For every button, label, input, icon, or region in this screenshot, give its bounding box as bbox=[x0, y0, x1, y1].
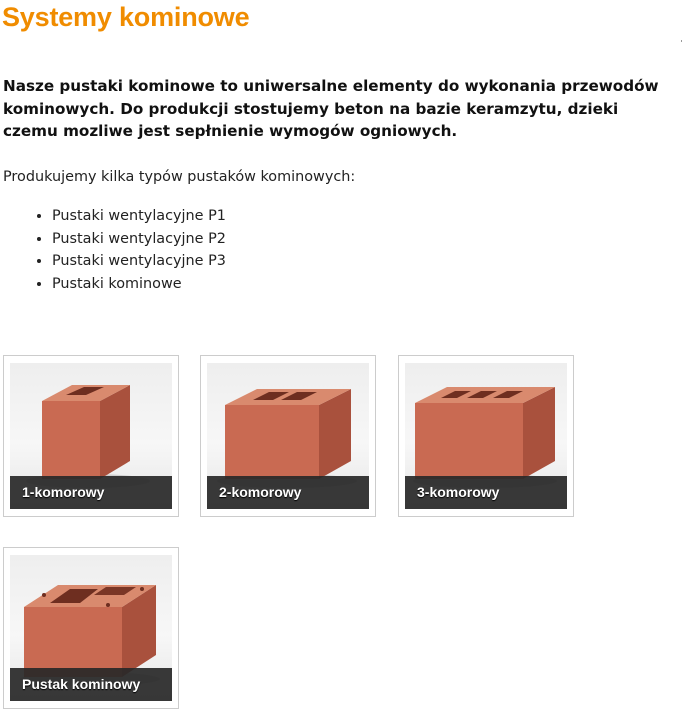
types-lead-text: Produkujemy kilka typów pustaków kominowych: bbox=[3, 169, 356, 185]
three-chamber-block-image bbox=[405, 363, 567, 509]
corner-mark bbox=[681, 40, 682, 42]
list-item: • Pustaki wentylacyjne P2 bbox=[52, 228, 226, 251]
two-chamber-block-image bbox=[207, 363, 369, 509]
one-chamber-block-image bbox=[10, 363, 172, 509]
intro-paragraph: Nasze pustaki kominowe to uniwersalne elementy do wykonania przewodów kominowych. Do produkcji stostujemy beton na bazie keramzytu, dzieki czemu mozliwe jest sepłnienie wymogów ogniowych. bbox=[3, 77, 659, 140]
chimney-block-image bbox=[10, 555, 172, 701]
list-item: • Pustaki wentylacyjne P3 bbox=[52, 250, 226, 273]
list-item: • Pustaki kominowe bbox=[52, 273, 226, 296]
types-list bbox=[20, 205, 226, 295]
product-thumb-pustak-kominowy[interactable] bbox=[3, 547, 179, 709]
product-thumb-3-komorowy[interactable] bbox=[398, 355, 574, 517]
product-caption: 2-komorowy bbox=[207, 476, 369, 509]
product-thumb-1-komorowy[interactable] bbox=[3, 355, 179, 517]
product-caption: 3-komorowy bbox=[405, 476, 567, 509]
product-caption: Pustak kominowy bbox=[10, 668, 172, 701]
list-item: • Pustaki wentylacyjne P1 bbox=[52, 205, 226, 228]
product-thumb-2-komorowy[interactable] bbox=[200, 355, 376, 517]
product-caption: 1-komorowy bbox=[10, 476, 172, 509]
page-title: Systemy kominowe bbox=[2, 2, 250, 32]
